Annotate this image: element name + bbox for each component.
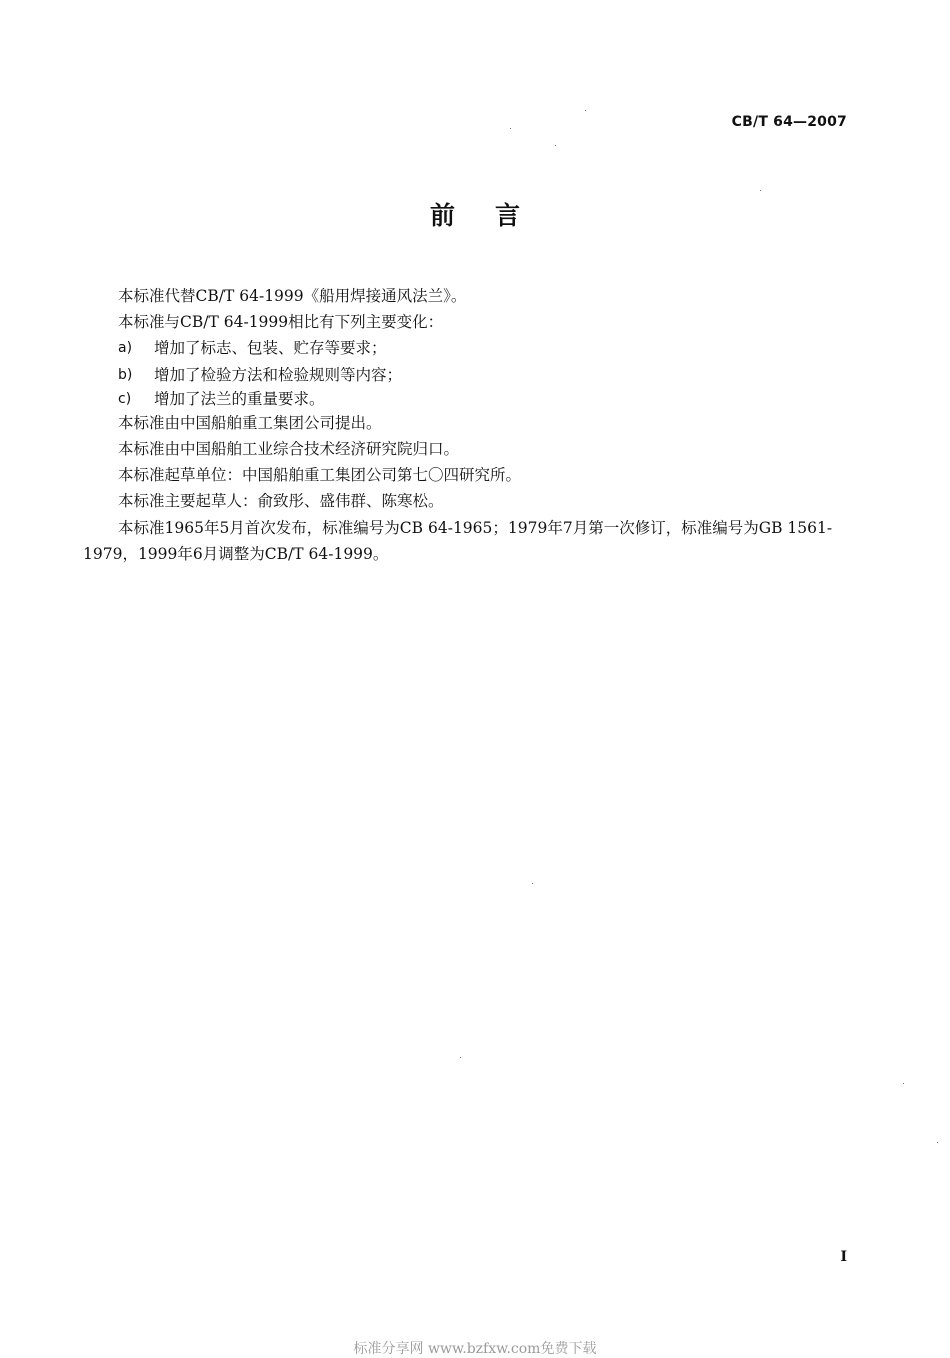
list-item: [83, 335, 858, 361]
scan-speck: [760, 190, 761, 191]
paragraph-changes-intro: 本标准与CB/T 64-1999相比有下列主要变化：: [118, 313, 444, 332]
list-marker: a): [118, 340, 133, 357]
title-char-2: 言: [495, 201, 521, 230]
list-item: [83, 362, 858, 388]
paragraph-administrator: 本标准由中国船舶工业综合技术经济研究院归口。: [118, 440, 460, 459]
list-marker: b): [118, 366, 133, 383]
foreword-body: [83, 283, 858, 567]
scan-speck: [937, 1142, 938, 1143]
scan-speck: [510, 128, 511, 129]
list-item-text: 增加了法兰的重量要求。: [154, 389, 325, 408]
list-item-text: 增加了标志、包装、贮存等要求；: [154, 339, 387, 358]
list-item-text: 增加了检验方法和检验规则等内容；: [154, 365, 403, 384]
list-marker: c): [118, 390, 132, 407]
paragraph-drafting-unit: 本标准起草单位：中国船舶重工集团公司第七〇四研究所。: [118, 466, 522, 485]
scan-speck: [532, 883, 533, 884]
paragraph-replaces: 本标准代替CB/T 64-1999《船用焊接通风法兰》。: [118, 287, 467, 305]
page-title: [0, 196, 950, 232]
paragraph-history: 本标准1965年5月首次发布，标准编号为CB 64-1965；1979年7月第一次修订，标准编号为GB 1561-1979，1999年6月调整为CB/T 64-1999。: [83, 518, 833, 563]
watermark-text: 标准分享网 www.bzfxw.com免费下载: [353, 1341, 597, 1357]
title-char-1: 前: [429, 201, 455, 230]
page-number: I: [840, 1249, 847, 1265]
paragraph-proposer: 本标准由中国船舶重工集团公司提出。: [118, 413, 382, 432]
scan-speck: [903, 1083, 904, 1084]
scan-speck: [555, 145, 556, 146]
paragraph-drafters: 本标准主要起草人：俞致彤、盛伟群、陈寒松。: [118, 492, 444, 511]
standard-code: CB/T 64—2007: [731, 114, 847, 130]
scan-speck: [460, 1057, 461, 1058]
list-item: [83, 388, 858, 410]
scan-speck: [585, 110, 586, 111]
